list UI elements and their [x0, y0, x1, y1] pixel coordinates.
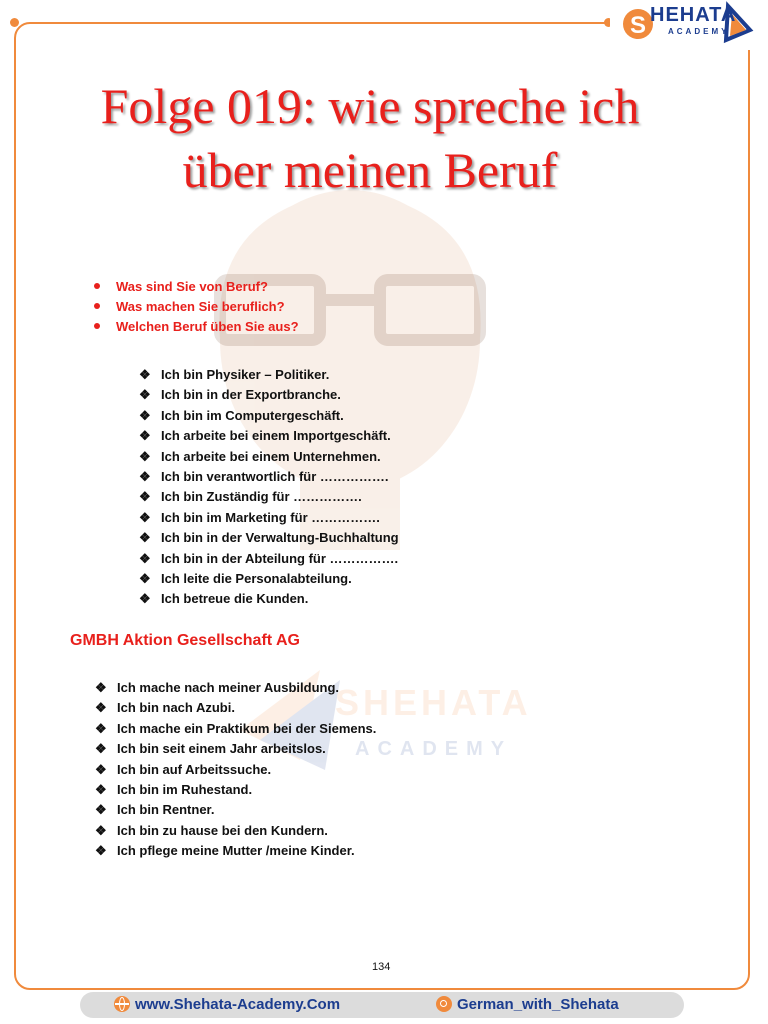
answer-item: ❖ Ich leite die Personalabteilung.: [137, 569, 399, 589]
bullet-icon: [94, 303, 100, 309]
diamond-bullet-icon: ❖: [139, 550, 151, 566]
globe-icon: [114, 996, 130, 1012]
diamond-bullet-icon: ❖: [95, 822, 107, 838]
diamond-bullet-icon: ❖: [95, 700, 107, 716]
answer-item: ❖ Ich bin Zuständig für …………….: [137, 487, 399, 507]
diamond-bullet-icon: ❖: [95, 720, 107, 736]
status-item: ❖ Ich bin im Ruhestand.: [93, 780, 376, 800]
answer-item: ❖ Ich bin in der Abteilung für …………….: [137, 549, 399, 569]
logo-letter: S: [630, 12, 647, 39]
answer-item: ❖ Ich bin in der Exportbranche.: [137, 385, 399, 405]
instagram-label: German_with_Shehata: [457, 996, 619, 1013]
status-item: ❖ Ich pflege meine Mutter /meine Kinder.: [93, 841, 376, 861]
section-heading: GMBH Aktion Gesellschaft AG: [70, 632, 300, 649]
diamond-bullet-icon: ❖: [139, 367, 151, 382]
diamond-bullet-icon: ❖: [139, 448, 151, 464]
watermark-sub: ACADEMY: [355, 738, 513, 760]
diamond-bullet-icon: ❖: [139, 468, 151, 484]
instagram-icon: [436, 996, 452, 1012]
status-item: ❖ Ich bin Rentner.: [93, 800, 376, 820]
bullet-icon: [94, 323, 100, 329]
diamond-bullet-icon: ❖: [139, 407, 151, 423]
status-item: ❖ Ich mache ein Praktikum bei der Siemens.: [93, 719, 376, 739]
diamond-bullet-icon: ❖: [139, 509, 151, 525]
answer-item: ❖ Ich bin Physiker – Politiker.: [137, 365, 399, 385]
diamond-bullet-icon: ❖: [95, 843, 107, 859]
question-list: [92, 277, 299, 337]
diamond-bullet-icon: ❖: [95, 802, 107, 818]
instagram-link[interactable]: [436, 995, 619, 1015]
status-item: ❖ Ich bin auf Arbeitssuche.: [93, 760, 376, 780]
diamond-bullet-icon: ❖: [139, 489, 151, 505]
answer-item: ❖ Ich betreue die Kunden.: [137, 589, 399, 609]
page-title: [40, 74, 700, 202]
answer-item: ❖ Ich arbeite bei einem Importgeschäft.: [137, 426, 399, 446]
status-list: [93, 678, 376, 862]
diamond-bullet-icon: ❖: [95, 741, 107, 757]
answer-item: ❖ Ich bin im Computergeschäft.: [137, 406, 399, 426]
diamond-bullet-icon: ❖: [95, 680, 107, 695]
status-item: ❖ Ich mache nach meiner Ausbildung.: [93, 678, 376, 698]
diamond-bullet-icon: ❖: [139, 570, 151, 586]
diamond-bullet-icon: ❖: [95, 761, 107, 777]
footer-bar: [80, 992, 684, 1018]
diamond-bullet-icon: ❖: [139, 591, 151, 607]
website-label: www.Shehata-Academy.Com: [135, 996, 341, 1013]
diamond-bullet-icon: ❖: [95, 781, 107, 797]
status-item: ❖ Ich bin nach Azubi.: [93, 698, 376, 718]
answer-item: ❖ Ich bin im Marketing für …………….: [137, 508, 399, 528]
watermark-name: SHEHATA: [335, 682, 532, 723]
answer-item: ❖ Ich bin verantwortlich für …………….: [137, 467, 399, 487]
answer-item: ❖ Ich bin in der Verwaltung-Buchhaltung: [137, 528, 399, 548]
diamond-bullet-icon: ❖: [139, 530, 151, 546]
frame-dot-left: [10, 18, 19, 27]
answer-list: [137, 365, 399, 610]
logo-name: HEHATA: [650, 4, 737, 26]
question-item: Was sind Sie von Beruf?: [92, 277, 299, 297]
question-item: Welchen Beruf üben Sie aus?: [92, 317, 299, 337]
logo-subtitle: ACADEMY: [668, 27, 730, 36]
diamond-bullet-icon: ❖: [139, 387, 151, 403]
status-item: ❖ Ich bin seit einem Jahr arbeitslos.: [93, 739, 376, 759]
website-link[interactable]: [114, 995, 340, 1015]
answer-item: ❖ Ich arbeite bei einem Unternehmen.: [137, 447, 399, 467]
status-item: ❖ Ich bin zu hause bei den Kundern.: [93, 821, 376, 841]
shehata-academy-logo: [610, 0, 760, 50]
bullet-icon: [94, 283, 100, 289]
title-line-1: Folge 019: wie spreche ich: [100, 78, 640, 134]
page-number: 134: [372, 961, 391, 973]
question-item: Was machen Sie beruflich?: [92, 297, 299, 317]
title-line-2: über meinen Beruf: [182, 142, 558, 198]
diamond-bullet-icon: ❖: [139, 428, 151, 444]
